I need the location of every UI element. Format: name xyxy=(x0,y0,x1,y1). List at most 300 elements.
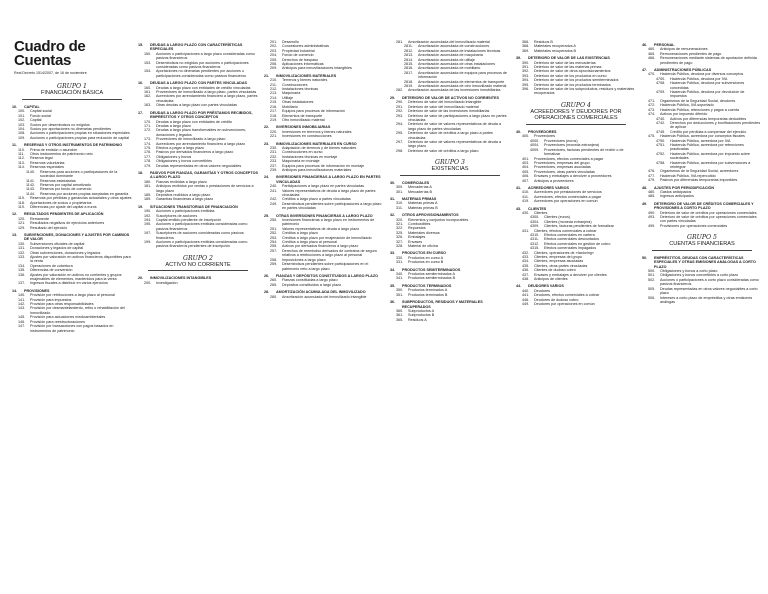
account-subitem xyxy=(642,152,762,161)
account-name: Capital emitido pendiente de inscripción xyxy=(156,218,222,223)
account-code: 23. xyxy=(264,141,270,146)
account-code: 291. xyxy=(396,104,404,109)
account-name: CAPITAL xyxy=(24,105,40,109)
account-code: 407. xyxy=(522,178,530,183)
account-name: Reservas estatutarias xyxy=(40,178,76,183)
account-code: 258. xyxy=(270,257,278,262)
account-code: 36. xyxy=(390,300,396,305)
account-code: 172. xyxy=(144,128,152,133)
account-code: 473. xyxy=(648,107,656,112)
account-section xyxy=(138,171,258,180)
account-code: 130. xyxy=(18,241,26,246)
account-name: Deudores xyxy=(534,288,550,293)
account-item xyxy=(642,287,762,296)
account-name: Maquinaria en montaje xyxy=(282,159,320,164)
account-name: Fianzas constituidas a largo plazo xyxy=(282,278,338,283)
account-code: 197. xyxy=(144,231,152,236)
account-name: Inversiones en construcciones xyxy=(282,134,332,139)
account-name: Acciones o participaciones emitidas consideradas como pasivos financieros pendientes de inscripción xyxy=(156,240,248,249)
account-item xyxy=(390,244,510,248)
account-code: 241. xyxy=(270,188,278,193)
account-name: Anticipos para inmovilizaciones intangibles xyxy=(282,66,352,71)
account-code: 153. xyxy=(144,60,152,65)
account-item xyxy=(138,128,258,137)
account-name: FIANZAS Y DEPÓSITOS CONSTITUIDOS A LARGO PLAZO xyxy=(276,273,378,278)
account-name: Desembolsos pendientes sobre participaciones a largo plazo en partes vinculadas xyxy=(282,201,382,211)
account-name: Depósitos constituidos a largo plazo xyxy=(282,282,342,287)
account-name: Materias primas A xyxy=(408,201,438,206)
account-code: 4304. xyxy=(530,219,540,224)
account-name: Efectos comerciales impagados xyxy=(544,246,597,251)
account-name: COMERCIALES xyxy=(402,180,430,185)
account-code: 49. xyxy=(642,201,648,206)
account-code: 406. xyxy=(522,174,530,179)
account-name: Clientes, empresas asociadas xyxy=(534,259,584,264)
account-name: Inversiones en terrenos y bienes naturales xyxy=(282,129,352,134)
account-name: Deudas a largo plazo transformables en subvenciones, donaciones y legados xyxy=(156,128,246,137)
account-name: Materiales recuperados B xyxy=(534,48,577,53)
account-name: Proveedores de inmovilizado a largo plazo xyxy=(156,137,226,142)
group-number: GRUPO 4 xyxy=(561,101,591,109)
account-name: SUBVENCIONES, DONACIONES Y AJUSTES POR CAMBIOS DE VALOR xyxy=(24,232,130,242)
account-name: Proveedores, empresas asociadas xyxy=(534,165,591,170)
account-name: Acreedores, efectos comerciales a pagar xyxy=(534,194,602,199)
account-code: 391. xyxy=(522,65,530,70)
account-code: 101. xyxy=(18,113,26,118)
account-code: 366. xyxy=(522,40,530,44)
account-subitem xyxy=(516,148,636,157)
account-code: 4758. xyxy=(656,160,666,165)
account-code: 211. xyxy=(270,82,277,87)
account-name: Resultados negativos de ejercicios anteriores xyxy=(30,221,105,226)
account-name: Efectos comerciales en gestión de cobro xyxy=(544,241,611,246)
account-name: Deterioro de valor del inmovilizado material xyxy=(408,104,479,109)
account-code: 147. xyxy=(18,324,26,329)
account-code: 212. xyxy=(270,87,278,92)
account-code: 432. xyxy=(522,250,530,255)
account-name: Otras subvenciones, donaciones y legados xyxy=(30,250,101,255)
account-code: 4000. xyxy=(530,138,540,143)
column-1 xyxy=(12,40,132,584)
account-name: Deudas representadas en otros valores negociables a corto plazo xyxy=(660,286,758,296)
account-name: OTROS APROVISIONAMIENTOS xyxy=(402,213,459,218)
account-code: 300. xyxy=(396,185,404,190)
account-item xyxy=(642,224,762,228)
account-code: 150. xyxy=(144,51,152,56)
account-item xyxy=(264,118,384,122)
account-code: 18. xyxy=(138,170,144,175)
account-subitem xyxy=(390,71,510,80)
account-code: 114. xyxy=(18,165,25,170)
account-code: 253. xyxy=(270,235,278,240)
group-heading xyxy=(642,234,762,251)
account-code: 13. xyxy=(12,232,18,237)
account-item xyxy=(390,293,510,297)
account-code: 390. xyxy=(522,60,530,65)
account-code: 136. xyxy=(18,272,26,277)
account-name: Diferencias por ajuste del capital a euros xyxy=(30,204,97,209)
account-code: 479. xyxy=(648,178,656,183)
account-item xyxy=(264,262,384,271)
account-name: Efectos a pagar a largo plazo xyxy=(156,145,204,150)
account-name: Créditos a largo plazo al personal xyxy=(282,240,337,245)
account-code: 28. xyxy=(264,290,270,295)
account-code: 298. xyxy=(396,148,404,153)
account-name: Construcciones xyxy=(282,82,308,87)
group-heading xyxy=(138,255,258,272)
account-code: 160. xyxy=(144,85,152,90)
account-code: 111. xyxy=(18,152,25,157)
account-item xyxy=(138,240,258,249)
account-code: 360. xyxy=(396,308,404,313)
account-code: 4312. xyxy=(530,241,540,246)
account-name: RESULTADOS PENDIENTES DE APLICACIÓN xyxy=(24,212,104,217)
account-code: 340. xyxy=(396,272,404,277)
account-name: Amortización acumulada de mobiliario xyxy=(418,66,481,71)
account-code: 119. xyxy=(18,204,25,209)
account-subitem xyxy=(12,170,132,179)
account-name: Clientes de dudoso cobro xyxy=(534,268,576,273)
account-name: Suscriptores de acciones consideradas como pasivos financieros xyxy=(156,231,244,240)
account-item xyxy=(138,103,258,107)
account-name: Reservas por acciones propias aceptadas en garantía xyxy=(40,191,129,196)
account-name: INMOVILIZACIONES MATERIALES xyxy=(276,73,337,78)
account-code: 120. xyxy=(18,216,26,221)
account-name: Amortización acumulada de maquinaria xyxy=(418,53,483,58)
account-name: Deudores de dudoso cobro xyxy=(534,297,579,302)
account-code: 34. xyxy=(390,267,396,272)
account-code: 141. xyxy=(18,297,26,302)
account-name: Envases xyxy=(408,239,423,244)
account-item xyxy=(516,302,636,306)
account-item xyxy=(516,277,636,281)
account-name: Anticipos para inmovilizaciones materiales xyxy=(282,167,352,172)
account-code: 142. xyxy=(18,302,26,307)
account-name: ACREEDORES VARIOS xyxy=(528,185,569,190)
group-number: GRUPO 2 xyxy=(183,254,213,262)
account-code: 40. xyxy=(516,130,522,135)
account-code: 240. xyxy=(270,184,278,189)
account-code: 475. xyxy=(648,134,656,139)
account-name: Créditos a largo plazo a partes vinculadas xyxy=(282,197,351,202)
account-section xyxy=(138,111,258,120)
account-name: Inversiones financieras a largo plazo en instrumentos de patrimonio xyxy=(282,218,375,227)
account-code: 477. xyxy=(648,173,656,178)
account-name: Repuestos xyxy=(408,226,426,231)
account-name: Deudas a largo plazo con entidades de crédito vinculadas xyxy=(156,85,251,90)
account-name: Productos semiterminados B xyxy=(408,276,456,281)
account-name: Deterioro de valor de los productos terminados xyxy=(534,82,611,87)
account-name: Deterioro de valor de los subproductos, residuos y materiales recuperados xyxy=(534,87,635,96)
account-name: Obligaciones y bonos xyxy=(156,154,192,159)
account-code: 214. xyxy=(270,95,278,100)
account-code: 2814. xyxy=(404,57,414,62)
account-code: 295. xyxy=(396,131,404,136)
account-code: 4742. xyxy=(656,120,666,125)
account-name: Hacienda Pública, acreedora por retenciones practicadas xyxy=(670,142,744,152)
account-name: Deterioro de valor de créditos a largo plazo xyxy=(408,148,479,153)
account-name: Desembolsos no exigidos por acciones o participaciones consideradas como pasivos financieros xyxy=(156,60,249,70)
account-code: 396. xyxy=(522,87,530,92)
account-name: DETERIORO DE VALOR DE LAS EXISTENCIAS xyxy=(528,56,610,61)
account-name: Organismos de la Seguridad Social, acreedores xyxy=(660,169,739,174)
account-name: Activos por diferencias temporarias deducibles xyxy=(670,116,747,121)
account-name: Clientes, facturas pendientes de formalizar xyxy=(544,224,614,229)
account-name: Amortización acumulada de utillaje xyxy=(418,57,475,62)
group-number: GRUPO 1 xyxy=(57,83,87,91)
account-item xyxy=(390,122,510,131)
account-name: SUBPRODUCTOS, RESIDUOS Y MATERIALES RECUPERADOS xyxy=(402,300,483,309)
account-name: Provisión por retribuciones a largo plazo al personal xyxy=(30,293,115,298)
account-code: 4700. xyxy=(656,76,666,81)
account-name: AJUSTES POR PERIODIFICACIÓN xyxy=(654,185,715,190)
account-subitem xyxy=(642,81,762,90)
account-subitem xyxy=(642,143,762,152)
account-code: 294. xyxy=(396,122,404,127)
account-name: Clientes, otras partes vinculadas xyxy=(534,263,588,268)
account-item xyxy=(642,56,762,65)
account-code: 170. xyxy=(144,119,152,124)
account-code: 395. xyxy=(522,82,530,87)
account-subitem xyxy=(642,161,762,170)
account-item xyxy=(264,249,384,258)
account-code: 100. xyxy=(18,109,26,114)
account-name: Crédito por pérdidas a compensar del ejercicio xyxy=(670,129,747,134)
account-name: Remanente xyxy=(30,216,50,221)
account-code: 249. xyxy=(270,201,278,206)
document-subtitle: Real Decreto 1514/2007, de 16 de noviembre xyxy=(14,71,87,75)
group-heading xyxy=(390,159,510,176)
account-name: Deterioro de valor de los productos semiterminados xyxy=(534,78,619,83)
account-code: 44. xyxy=(516,284,522,289)
column-3 xyxy=(264,40,384,584)
group-name: EXISTENCIAS xyxy=(431,166,469,173)
account-code: 4709. xyxy=(656,90,666,95)
account-name: Mercaderías B xyxy=(408,189,432,194)
account-code: 32. xyxy=(390,213,396,218)
account-code: 1141. xyxy=(26,178,35,183)
account-name: Aplicaciones informáticas xyxy=(282,62,324,67)
account-code: 328. xyxy=(396,244,404,249)
account-name: Proveedores xyxy=(534,134,555,139)
account-code: 251. xyxy=(270,226,278,231)
account-name: Acciones o participaciones a largo plazo consideradas como pasivos financieros xyxy=(156,51,255,61)
account-name: Ajustes por valoración en activos financieros disponibles para la venta xyxy=(30,255,131,264)
account-name: AMORTIZACIÓN ACUMULADA DEL INMOVILIZADO xyxy=(276,290,366,295)
account-name: Reservas para acciones o participaciones de la sociedad dominante xyxy=(40,169,118,179)
account-name: INVERSIONES INMOBILIARIAS xyxy=(276,125,331,130)
account-code: 392. xyxy=(522,69,530,74)
account-name: Propiedad industrial xyxy=(282,48,315,53)
account-name: Amortización acumulada de equipos para procesos de información xyxy=(418,70,507,80)
account-name: DEUDAS A LARGO PLAZO CON PARTES VINCULADAS xyxy=(150,81,247,86)
account-code: 231. xyxy=(270,150,278,155)
account-name: Reservas por pérdidas y ganancias actuariales y otros ajustes xyxy=(30,196,132,201)
account-item xyxy=(12,255,132,264)
account-code: 440. xyxy=(522,288,530,293)
account-code: 109. xyxy=(18,135,26,140)
account-code: 181. xyxy=(144,184,152,189)
account-name: Créditos a largo plazo por enajenación de inmovilizado xyxy=(282,235,372,240)
account-name: INMOVILIZACIONES INTANGIBLES xyxy=(150,276,212,281)
account-code: 46. xyxy=(642,43,648,47)
account-code: 108. xyxy=(18,131,26,136)
account-name: Hacienda Pública, acreedora por IVA xyxy=(670,138,731,143)
account-code: 210. xyxy=(270,78,278,83)
account-name: Organismos de la Seguridad Social, deudores xyxy=(660,98,736,103)
column-6 xyxy=(642,40,762,584)
account-name: Imposiciones a largo plazo xyxy=(282,257,326,262)
account-code: 4745. xyxy=(656,129,666,134)
account-item xyxy=(264,168,384,172)
account-code: 143. xyxy=(18,306,26,311)
account-code: 230. xyxy=(270,145,278,150)
account-name: Acreedores por arrendamiento financiero a largo plazo, partes vinculadas xyxy=(156,94,258,103)
account-name: Provisión para impuestos xyxy=(30,297,72,302)
account-name: Anticipos a proveedores xyxy=(534,178,574,183)
account-item xyxy=(390,276,510,280)
account-name: Clientes, efectos comerciales a cobrar xyxy=(534,228,597,233)
account-name: PASIVOS POR FIANZAS, GARANTÍAS Y OTROS CONCEPTOS A LARGO PLAZO xyxy=(150,170,258,180)
account-section xyxy=(642,256,762,269)
group-number: GRUPO 3 xyxy=(435,159,465,167)
account-code: 24. xyxy=(264,175,270,180)
account-code: 185. xyxy=(144,193,152,197)
account-name: Donaciones y legados de capital xyxy=(30,246,84,251)
account-name: Deterioro de valor de valores representativos de deuda a largo plazo de partes vinculadas xyxy=(408,122,502,131)
account-code: 237. xyxy=(270,163,278,168)
account-name: Proveedores, efectos comerciales a pagar xyxy=(534,156,604,161)
account-name: Ajustes por valoración en activos no corrientes y grupos enajenables de elementos, mantenidos para la venta xyxy=(30,272,122,282)
account-code: 2817. xyxy=(404,70,414,75)
account-code: 133. xyxy=(18,255,26,259)
account-code: 134. xyxy=(18,263,26,268)
account-item xyxy=(264,295,384,299)
account-name: Proveedores, otras partes vinculadas xyxy=(534,169,595,174)
account-code: 20. xyxy=(138,276,144,281)
account-name: Amortización acumulada de las inversiones inmobiliarias xyxy=(408,88,501,93)
account-code: 121. xyxy=(18,221,26,226)
account-code: 33. xyxy=(390,251,396,256)
account-name: Remuneraciones mediante sistemas de aportación definida pendientes de pago xyxy=(660,56,757,65)
account-code: 4740. xyxy=(656,116,666,121)
account-name: Pasivos por derivados financieros a largo plazo xyxy=(156,150,234,155)
account-name: Mercaderías A xyxy=(408,185,432,190)
account-name: Hacienda Pública, deudora por diversos conceptos xyxy=(660,72,744,77)
account-code: 365. xyxy=(396,317,404,322)
account-name: Clientes, operaciones de «factoring» xyxy=(534,250,594,255)
account-item xyxy=(516,87,636,96)
account-name: Concesiones administrativas xyxy=(282,44,329,49)
account-name: Otras deudas a largo plazo con partes vinculadas xyxy=(156,103,237,108)
account-name: Productos terminados A xyxy=(408,288,448,293)
account-name: Elementos y conjuntos incorporables xyxy=(408,217,469,222)
account-code: 113. xyxy=(18,160,25,165)
account-code: 465. xyxy=(648,51,656,56)
group-name: FINANCIACIÓN BÁSICA xyxy=(40,90,104,97)
account-name: Instalaciones técnicas xyxy=(282,87,319,92)
account-name: Reserva legal xyxy=(30,156,53,161)
account-code: 369. xyxy=(522,48,530,53)
account-name: Equipos para procesos de información en montaje xyxy=(282,163,365,168)
account-code: 4708. xyxy=(656,81,666,86)
account-name: Activos por impuesto diferido xyxy=(660,112,708,117)
account-code: 472. xyxy=(648,103,656,108)
account-name: Construcciones en curso xyxy=(282,150,323,155)
account-subitem xyxy=(642,121,762,130)
account-code: 281. xyxy=(396,40,404,44)
account-item xyxy=(12,226,132,230)
account-code: 254. xyxy=(270,240,278,245)
account-name: SITUACIONES TRANSITORIAS DE FINANCIACIÓN xyxy=(150,204,238,209)
account-code: 436. xyxy=(522,268,530,273)
account-code: 419. xyxy=(522,199,530,204)
account-code: 219. xyxy=(270,117,278,122)
account-item xyxy=(138,52,258,61)
account-item xyxy=(516,179,636,183)
account-code: 202. xyxy=(270,44,278,49)
account-item xyxy=(516,49,636,53)
account-name: Productos semiterminados A xyxy=(408,272,455,277)
account-item xyxy=(390,131,510,140)
account-item xyxy=(390,318,510,322)
account-code: 177. xyxy=(144,154,152,159)
account-section xyxy=(12,233,132,242)
account-name: Resultado del ejercicio xyxy=(30,225,68,230)
account-code: 471. xyxy=(648,98,656,103)
account-code: 203. xyxy=(270,48,278,53)
account-code: 4009. xyxy=(530,147,540,152)
account-name: Deudores por operaciones en común xyxy=(534,302,595,307)
account-name: Hacienda Pública, acreedora por subvenciones a reintegrar xyxy=(670,160,751,169)
account-code: 301. xyxy=(396,189,404,194)
account-name: PRODUCTOS EN CURSO xyxy=(402,251,446,256)
account-name: DEUDAS A LARGO PLAZO POR PRÉSTAMOS RECIBIDOS, EMPRÉSTITOS Y OTROS CONCEPTOS xyxy=(150,110,253,120)
account-code: 322. xyxy=(396,226,404,231)
account-item xyxy=(12,281,132,285)
account-code: 2819. xyxy=(404,84,414,89)
account-item xyxy=(12,205,132,209)
account-name: Gastos anticipados xyxy=(660,190,692,194)
account-name: Subproductos A xyxy=(408,308,435,313)
account-code: 146. xyxy=(18,319,26,324)
account-name: Efectos comerciales en cartera xyxy=(544,233,595,237)
account-name: Aportaciones no dinerarias pendientes por acciones o participaciones consideradas como pasivos financieros xyxy=(156,69,246,78)
account-code: 400. xyxy=(522,134,530,139)
account-code: 179. xyxy=(144,163,152,168)
account-code: 216. xyxy=(270,104,278,109)
account-code: 325. xyxy=(396,230,404,235)
account-code: 331. xyxy=(396,260,404,265)
account-name: Subvenciones oficiales de capital xyxy=(30,241,85,246)
account-name: Reservas voluntarias xyxy=(30,160,65,165)
account-item xyxy=(138,94,258,103)
account-name: Provisión por transacciones con pagos basados en instrumentos de patrimonio xyxy=(30,324,114,333)
account-code: 213. xyxy=(270,91,278,96)
account-item xyxy=(390,114,510,123)
account-name: Hacienda Pública, deudora por devolución de impuestos xyxy=(670,90,745,99)
account-name: MATERIAS PRIMAS xyxy=(402,196,437,201)
account-name: CLIENTES xyxy=(528,206,547,211)
account-item xyxy=(138,61,258,70)
account-code: 140. xyxy=(18,293,26,298)
account-code: 137. xyxy=(18,281,26,286)
account-name: Anticipos de remuneraciones xyxy=(660,47,708,52)
account-name: Deudas representadas en otros valores negociables xyxy=(156,163,242,168)
account-code: 4751. xyxy=(656,142,666,147)
account-name: Productos en curso A xyxy=(408,255,444,260)
account-code: 25. xyxy=(264,213,270,218)
